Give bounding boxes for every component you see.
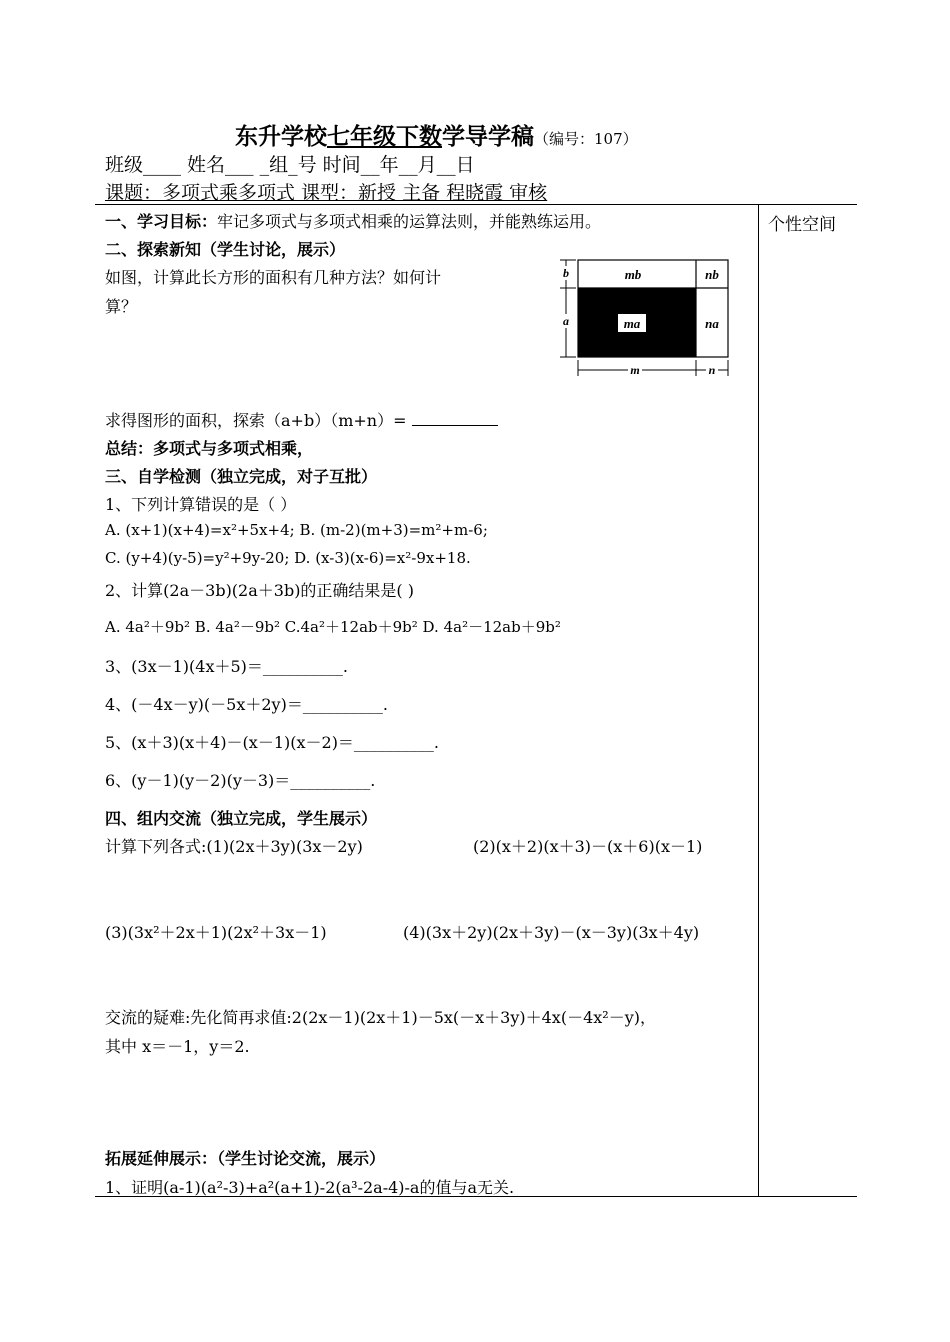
q6: 6、(y－1)(y－2)(y－3)＝__________.: [105, 771, 376, 790]
label-ma: ma: [623, 316, 641, 331]
explore-question-2: 算？: [105, 297, 138, 316]
dim-label-b: b: [563, 266, 569, 280]
q2-options: A. 4a²＋9b² B. 4a²－9b² C.4a²＋12ab＋9b² D. 4a²－12ab＋9b²: [105, 618, 561, 636]
q5: 5、(x＋3)(x＋4)－(x－1)(x－2)＝__________.: [105, 733, 440, 752]
info-line: 班级____ 姓名___ _组_号 时间__年__月__日: [105, 154, 475, 176]
extension-heading: 拓展延伸展示：（学生讨论交流，展示）: [105, 1149, 386, 1168]
answer-blank: [412, 424, 498, 426]
q1: 1、下列计算错误的是（ ）: [105, 495, 297, 514]
hard-problem-line-2: 其中 x＝－1，y＝2.: [105, 1037, 250, 1056]
extension-task-1: 1、证明(a-1)(a²-3)+a²(a+1)-2(a³-2a-4)-a的值与a无关.: [105, 1178, 515, 1197]
table-top-border: [95, 204, 857, 205]
q1-options-ab: A. (x+1)(x+4)=x²+5x+4; B. (m-2)(m+3)=m²+m-6;: [105, 521, 488, 539]
title-post: 学导学稿: [442, 123, 534, 150]
title-pre: 东升学校: [235, 123, 327, 150]
doc-number: （编号：107）: [534, 130, 638, 148]
q1-options-cd: C. (y+4)(y-5)=y²+9y-20; D. (x-3)(x-6)=x²-9x+18.: [105, 549, 471, 567]
title-underlined: 七年级下数: [327, 123, 442, 150]
q3: 3、(3x－1)(4x＋5)＝__________.: [105, 657, 349, 676]
hard-problem-line-1: 交流的疑难:先化简再求值:2(2x－1)(2x＋1)－5x(－x＋3y)＋4x(－4x²－y)，: [105, 1008, 656, 1027]
explore-heading: 二、探索新知（学生讨论，展示）: [105, 240, 346, 259]
label-na: na: [705, 316, 719, 331]
q2: 2、计算(2a－3b)(2a＋3b)的正确结果是( ): [105, 581, 415, 600]
dim-label-a: a: [563, 314, 569, 328]
dim-label-m: m: [630, 363, 640, 377]
group-task-2: (2)(x＋2)(x＋3)－(x＋6)(x－1): [473, 837, 703, 856]
group-task-3: (3)(3x²＋2x＋1)(2x²＋3x－1): [105, 923, 327, 942]
sidebar-label: 个性空间: [768, 215, 836, 235]
q4: 4、(－4x－y)(－5x＋2y)＝__________.: [105, 695, 388, 714]
group-task-4: (4)(3x＋2y)(2x＋3y)－(x－3y)(3x＋4y): [403, 923, 700, 942]
label-nb: nb: [705, 267, 719, 282]
table-column-divider: [758, 204, 759, 1196]
page-title: [235, 118, 638, 151]
goal-heading: 一、学习目标：: [105, 212, 218, 231]
dim-label-n: n: [708, 363, 716, 377]
goal-row: [105, 209, 601, 232]
goal-text: 牢记多项式与多项式相乘的运算法则，并能熟练运用。: [217, 212, 602, 231]
explore-area-row: [105, 408, 498, 431]
explore-area-text: 求得图形的面积，探索（a+b）（m+n）=: [105, 411, 407, 430]
group-heading: 四、组内交流（独立完成，学生展示）: [105, 809, 378, 828]
explore-question-1: 如图，计算此长方形的面积有几种方法？如何计: [105, 268, 442, 287]
selftest-heading: 三、自学检测（独立完成，对子互批）: [105, 467, 378, 486]
group-task-1: 计算下列各式:(1)(2x＋3y)(3x－2y): [105, 837, 363, 856]
summary: 总结：多项式与多项式相乘，: [105, 439, 314, 458]
rectangle-area-figure: [548, 252, 738, 380]
course-line: 课题：多项式乘多项式 课型：新授 主备 程晓霞 审核: [105, 182, 548, 204]
label-mb: mb: [624, 267, 642, 282]
